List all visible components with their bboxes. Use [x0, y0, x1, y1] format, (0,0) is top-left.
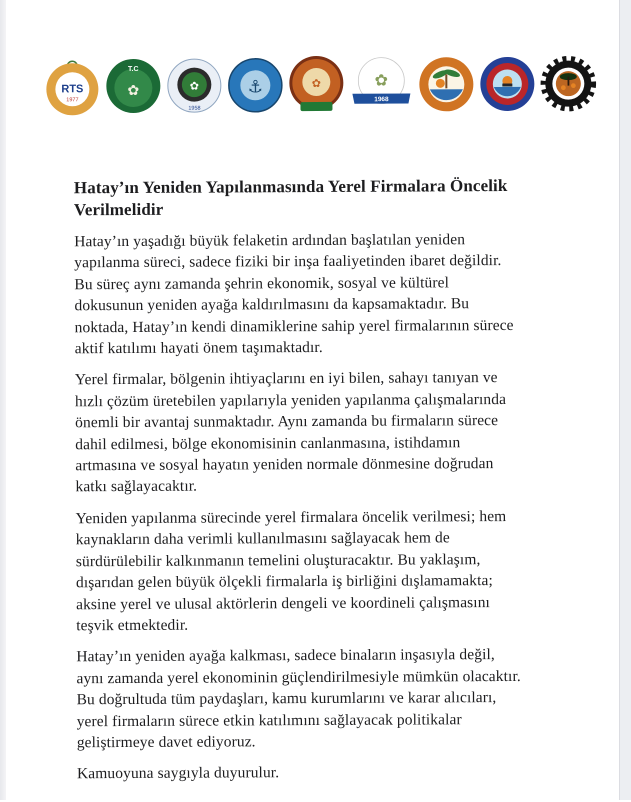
gear-emblem-icon [540, 56, 596, 112]
statement-paragraph: Hatay’ın yeniden ayağa kalkması, sadece binaların inşasıyla değil, aynı zamanda yerel ekonominin güçlendirilmesiyle mümkün olacaktır. Bu doğrultuda tüm paydaşları, kamu kurumlarını ve karar alıcıları, yerel firmaların sürece etkin katılımını sağlayacak politikalar geliştirmeye davet ediyoruz. [76, 646, 521, 752]
logo-kirikhan-ticaret-ve-sanayi-odasi [166, 55, 222, 115]
palm-trunk-icon [568, 77, 570, 86]
logo-iskenderun-ticaret-ve-sanayi-odasi [227, 55, 283, 115]
reyhanli-tso-emblem-icon [44, 56, 100, 116]
logo-reyhanli-ticaret-ve-sanayi-odasi [44, 56, 100, 116]
orange-fruit-icon [561, 85, 566, 90]
svg-text:1958: 1958 [188, 105, 201, 112]
cotton-icon: ✿ [311, 77, 321, 91]
hatay-tso-emblem-icon [288, 55, 344, 115]
iskenderun-borsa-emblem-icon [418, 56, 474, 112]
cotton-icon: ✿ [127, 81, 140, 98]
statement-paragraph: Yerel firmalar, bölgenin ihtiyaçlarını en iyi bilen, sahayı tanıyan ve hızlı çözüm üretebilen yapılarıyla yeniden yapılanma çalışmalarında önemli bir avantaj sunmaktadır. Aynı zamanda bu firmaların sürece dahil edilmesi, bölge ekonomisinin canlanmasına, istihdamın artmasına ve sosyal hayatın yeniden normale dönmesine doğrudan katkı sağlayacaktır. [74, 369, 507, 496]
svg-text:1968: 1968 [374, 96, 389, 104]
cotton-plant-icon: ✿ [374, 72, 389, 90]
ship-icon [502, 83, 512, 86]
orange-fruit-icon [571, 83, 576, 88]
chamber-logos-row [44, 52, 596, 119]
svg-text:T.C: T.C [127, 65, 139, 73]
statement-paragraph: Hatay’ın yaşadığı büyük felaketin ardından başlatılan yeniden yapılanma süreci, sadece fiziki bir inşa faaliyetinden ibaret değildir. Bu süreç aynı zamanda şehrin ekonomik, sosyal ve kültürel dokusunun yeniden ayağa kaldırılmasını da kapsamaktadır. Bu noktada, Hatay’ın kendi dinamiklerine sahip yerel firmalarının sürece aktif katılımı hayati önem taşımaktadır. [74, 231, 514, 358]
reyhanli-borsa-emblem-icon [105, 58, 161, 114]
hatay-borsa-emblem-icon [349, 55, 413, 113]
statement-paragraph: Yeniden yapılanma sürecinde yerel firmalara öncelik verilmesi; hem kaynakların daha verimli kullanılmasını sağlayacak hem de sürdürülebilir kalkınmanın temelini oluşturacaktır. Bu yaklaşım, dışarıdan gelen büyük ölçekli firmalarla iş birliğini dışlamamakta; aksine yerel ve ulusal aktörlerin dengeli ve koordineli çalışmasını teşvik etmektedir. [75, 507, 507, 635]
palm-trunk-icon [445, 74, 447, 88]
svg-text:RTS: RTS [61, 83, 84, 96]
logo-dortyol-ticaret-ve-sanayi-odasi [479, 54, 535, 114]
kirikhan-tso-emblem-icon [166, 57, 222, 113]
statement-title: Hatay’ın Yeniden Yapılanmasında Yerel Firmalara Öncelik Verilmelidir [73, 175, 508, 219]
logo-iskenderun-ticaret-borsasi [418, 54, 474, 114]
iskenderun-tso-emblem-icon [227, 57, 283, 113]
logo-sanayi-odasi-black-gear [540, 54, 596, 114]
statement-body [74, 175, 577, 795]
anchor-icon: ⚓ [247, 77, 264, 97]
logo-reyhanli-ticaret-borsasi [105, 56, 161, 116]
logo-hatay-ticaret-ve-sanayi-odasi [288, 55, 344, 115]
logo-hatay-ticaret-borsasi [349, 54, 413, 114]
svg-text:1977: 1977 [66, 97, 79, 104]
cotton-icon: ✿ [189, 80, 199, 93]
dortyol-tso-emblem-icon [479, 56, 535, 112]
orange-fruit-icon [436, 79, 445, 88]
statement-closing: Kamuoyuna saygıyla duyurulur. [76, 764, 280, 783]
